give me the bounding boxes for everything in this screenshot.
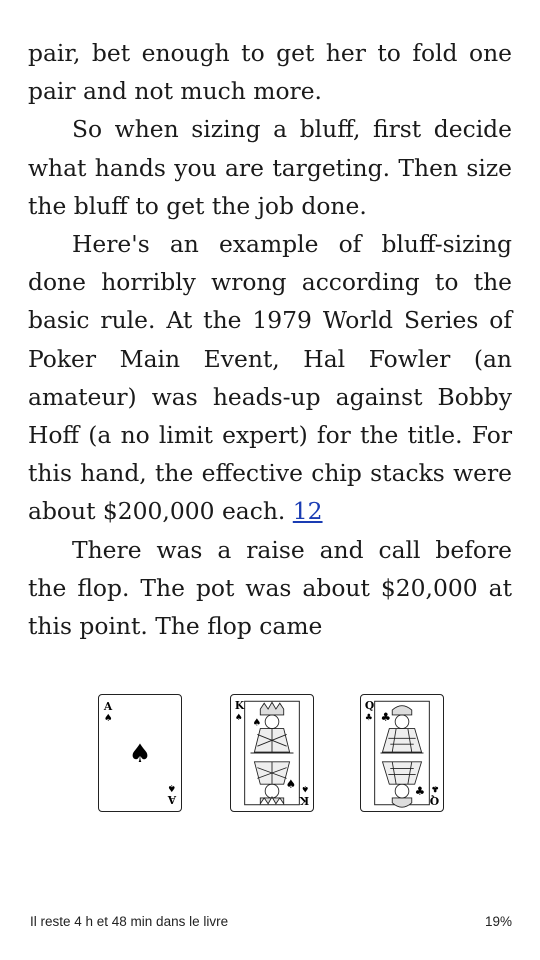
queen-of-clubs-card [360, 694, 444, 812]
paragraph [28, 110, 512, 225]
card-rank: A [167, 792, 177, 806]
ace-of-spades-card [98, 694, 182, 812]
card-suit: ♣ [364, 712, 373, 723]
card-rank: A [103, 700, 113, 714]
paragraph-text: So when sizing a bluff, first decide what hands you are targeting. Then size the bluff to get the job done. [28, 115, 512, 220]
card-rank: Q [429, 793, 440, 807]
card-suit: ♠ [301, 783, 310, 794]
book-page [28, 34, 512, 645]
paragraph [28, 531, 512, 646]
flop-illustration [0, 694, 540, 818]
paragraph [28, 225, 512, 531]
king-of-spades-card [230, 694, 314, 812]
king-of-spades-image [231, 695, 313, 811]
footnote-link[interactable]: 12 [292, 497, 323, 526]
spade-icon: ♠ [285, 777, 297, 792]
paragraph-text: Here's an example of bluff-sizing done horribly wrong according to the basic rule. At the 1979 World Series of Poker Main Event, Hal Fowler (an amateur) was heads-up against Bobby Hoff (a no limit expert) for the title. For this hand, the effective chip stacks were about $200,000 each. [28, 230, 512, 526]
paragraph-text: There was a raise and call before the flop. The pot was about $20,000 at this point. The flop came [28, 535, 512, 641]
queen-of-clubs-image [361, 695, 443, 811]
spade-icon: ♠ [252, 717, 262, 729]
paragraph-text: pair, bet enough to get her to fold one pair and not much more. [28, 39, 512, 106]
card-rank: Q [364, 699, 375, 713]
club-icon: ♣ [414, 783, 426, 798]
card-rank: K [234, 699, 245, 713]
club-icon: ♣ [380, 709, 392, 724]
card-suit: ♠ [103, 712, 113, 724]
card-suit: ♠ [167, 782, 177, 794]
time-left-label: Il reste 4 h et 48 min dans le livre [30, 914, 229, 929]
ace-of-spades-image [99, 695, 181, 811]
card-suit: ♣ [431, 783, 440, 794]
reading-status-bar [0, 914, 540, 934]
progress-percent: 19% [484, 914, 512, 929]
card-rank: K [299, 793, 310, 807]
spade-icon: ♠ [128, 737, 152, 768]
paragraph [28, 34, 512, 110]
card-suit: ♠ [234, 712, 243, 723]
